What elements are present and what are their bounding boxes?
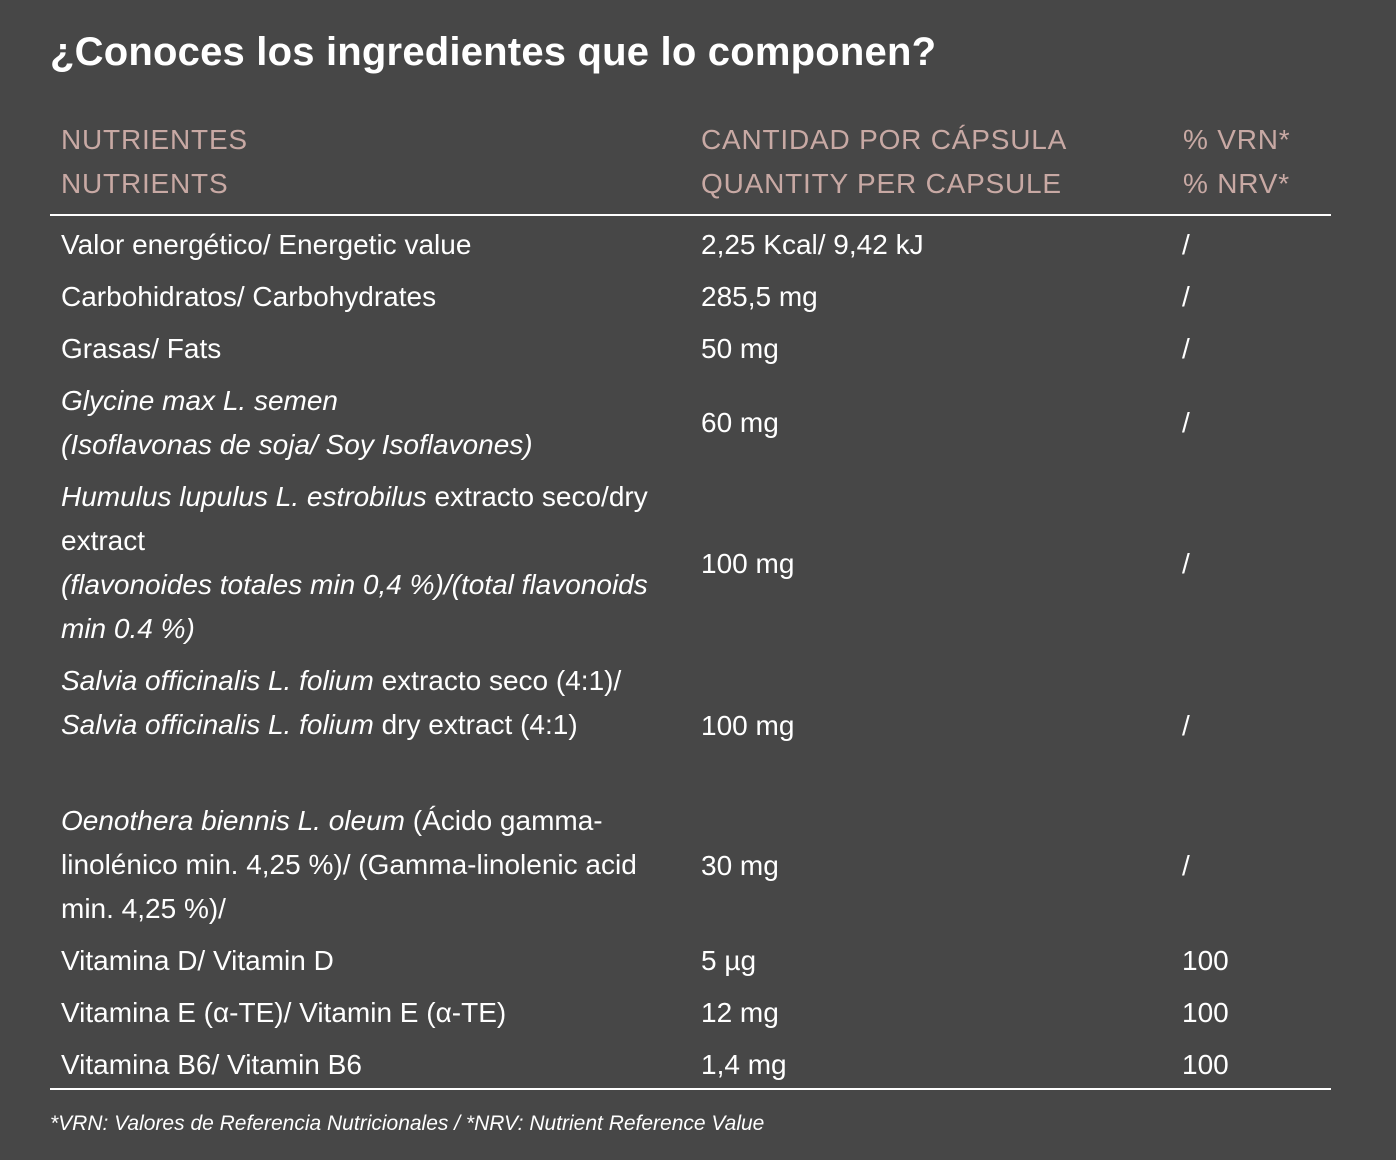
page-title: ¿Conoces los ingredientes que lo componen? [50, 30, 937, 74]
row-nrv: / [1182, 333, 1190, 364]
header-nutrients-es: NUTRIENTES [61, 124, 248, 155]
row-nrv: 100 [1182, 945, 1229, 976]
row-nutrient-note: (flavonoides totales min 0,4 %)/(total flavonoids min 0.4 %) [61, 569, 648, 644]
row-quantity: 12 mg [701, 997, 779, 1028]
row-nutrient-common: (Isoflavonas de soja/ Soy Isoflavones) [61, 429, 533, 460]
row-quantity: 60 mg [701, 407, 779, 438]
table-row [61, 327, 1331, 371]
table-row [61, 939, 1331, 983]
header-quantity-es: CANTIDAD POR CÁPSULA [701, 124, 1068, 155]
header-nutrients-en: NUTRIENTS [61, 168, 229, 199]
row-nrv: / [1182, 281, 1190, 312]
table-row [61, 659, 1331, 792]
header-nrv [1183, 120, 1291, 204]
row-nrv: / [1182, 849, 1190, 881]
row-nrv: / [1182, 407, 1190, 438]
row-nutrient-name: Vitamina D/ Vitamin D [61, 945, 334, 976]
row-nrv: / [1182, 548, 1190, 579]
row-nutrient-name: Valor energético/ Energetic value [61, 229, 472, 260]
table-row [61, 991, 1331, 1035]
row-nutrient-desc: (Ácido gamma-linolénico min. 4,25 %)/ (Gamma-linolenic acid min. 4,25 %)/ [61, 805, 637, 924]
table-row [61, 223, 1331, 267]
row-nrv: 100 [1182, 997, 1229, 1028]
header-quantity-en: QUANTITY PER CAPSULE [701, 168, 1062, 199]
row-quantity: 50 mg [701, 333, 779, 364]
header-quantity [701, 120, 1067, 204]
table-row [61, 275, 1331, 319]
row-nutrient-latin: Oenothera biennis L. oleum [61, 805, 405, 836]
header-nrv-es: % VRN* [1183, 124, 1291, 155]
table-bottom-divider [50, 1088, 1331, 1090]
row-nutrient-latin: Salvia officinalis L. folium [61, 665, 374, 696]
table-row [61, 475, 1331, 653]
header-divider [50, 214, 1331, 216]
row-nutrient-name: Grasas/ Fats [61, 333, 222, 364]
row-quantity: 285,5 mg [701, 281, 818, 312]
table-row [61, 1043, 1331, 1087]
row-quantity: 100 mg [701, 709, 795, 741]
footnote: *VRN: Valores de Referencia Nutricionales / *NRV: Nutrient Reference Value [50, 1112, 765, 1135]
row-nrv: 100 [1182, 1049, 1229, 1080]
row-nutrient-latin: Humulus lupulus L. estrobilus [61, 481, 427, 512]
row-nutrient-desc: extracto seco/dry extract [61, 481, 648, 556]
row-nutrient-desc: extracto seco (4:1)/ [373, 665, 622, 696]
header-nutrients [61, 120, 248, 204]
row-nutrient-name [61, 799, 676, 932]
row-nutrient-name: Vitamina E (α-TE)/ Vitamin E (α-TE) [61, 997, 507, 1028]
row-nrv: / [1182, 709, 1190, 741]
row-nutrient-name: Vitamina B6/ Vitamin B6 [61, 1049, 362, 1080]
row-nutrient-name: Carbohidratos/ Carbohydrates [61, 281, 437, 312]
row-quantity: 2,25 Kcal/ 9,42 kJ [701, 229, 924, 260]
row-nutrient-name [61, 379, 676, 467]
row-nutrient-desc-2: dry extract (4:1) [373, 709, 578, 740]
row-nutrient-latin: Glycine max L. semen [61, 385, 338, 416]
row-nutrient-name [61, 475, 676, 653]
row-nutrient-latin-2: Salvia officinalis L. folium [61, 709, 374, 740]
row-quantity: 100 mg [701, 548, 795, 579]
row-nutrient-name [61, 659, 676, 792]
table-row [61, 379, 1331, 467]
table-row [61, 799, 1331, 932]
row-quantity: 5 µg [701, 945, 757, 976]
row-quantity: 30 mg [701, 849, 779, 881]
row-quantity: 1,4 mg [701, 1049, 787, 1080]
header-nrv-en: % NRV* [1183, 168, 1290, 199]
row-nrv: / [1182, 229, 1190, 260]
